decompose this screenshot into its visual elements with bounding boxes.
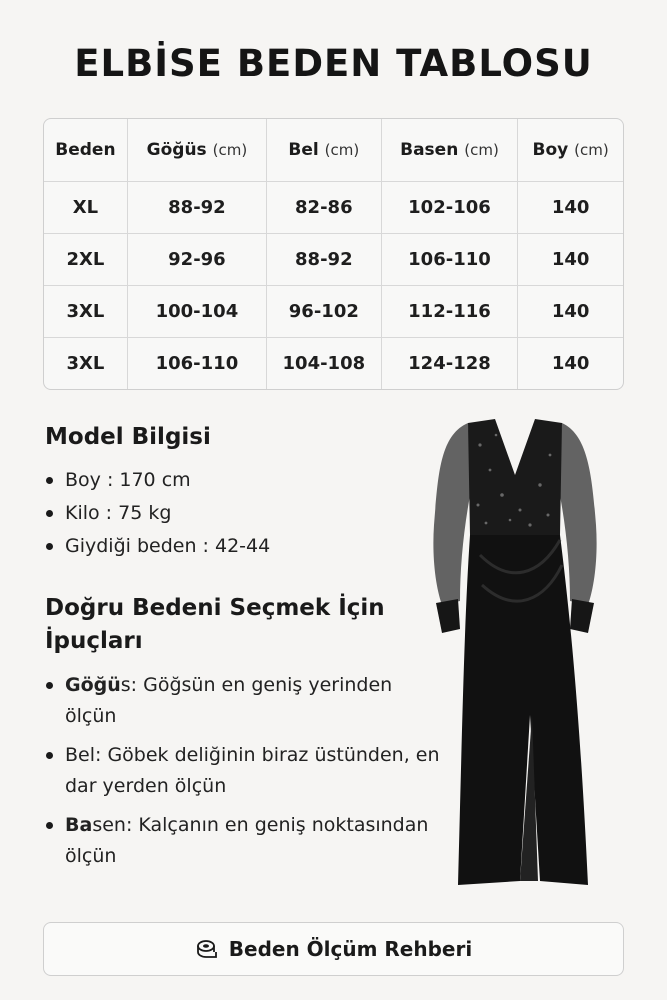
cell-waist: 96-102	[267, 286, 382, 338]
table-header-row	[44, 119, 623, 181]
cell-size: 3XL	[44, 286, 127, 338]
header-hip: Basen (cm)	[381, 119, 518, 181]
list-item: Bel: Göbek deliğinin biraz üstünden, en dar yerden ölçün	[45, 740, 445, 802]
table-row	[44, 233, 623, 285]
page-title: ELBİSE BEDEN TABLOSU	[74, 42, 593, 85]
cell-waist: 82-86	[267, 181, 382, 233]
table-row	[44, 338, 623, 389]
cell-length: 140	[518, 286, 623, 338]
cell-hip: 124-128	[381, 338, 518, 389]
list-item: Göğüs: Göğsün en geniş yerinden ölçün	[45, 670, 445, 732]
cell-chest: 100-104	[127, 286, 266, 338]
header-chest: Göğüs (cm)	[127, 119, 266, 181]
list-item: Basen: Kalçanın en geniş noktasından ölçün	[45, 810, 445, 872]
cell-length: 140	[518, 181, 623, 233]
model-info-list	[45, 464, 270, 563]
cell-length: 140	[518, 233, 623, 285]
tape-measure-icon	[195, 937, 219, 961]
cell-waist: 104-108	[267, 338, 382, 389]
tips-heading	[45, 592, 385, 658]
cell-hip: 112-116	[381, 286, 518, 338]
tips-heading-line: Doğru Bedeni Seçmek İçin	[45, 595, 385, 621]
cell-hip: 106-110	[381, 233, 518, 285]
table-row	[44, 286, 623, 338]
table-row	[44, 181, 623, 233]
cell-chest: 92-96	[127, 233, 266, 285]
tips-heading-line: İpuçları	[45, 628, 143, 654]
tips-list	[45, 670, 445, 880]
cell-size: 2XL	[44, 233, 127, 285]
size-chart-table	[43, 118, 624, 390]
header-length: Boy (cm)	[518, 119, 623, 181]
size-guide-button[interactable]	[43, 922, 624, 976]
cell-size: 3XL	[44, 338, 127, 389]
model-info-heading: Model Bilgisi	[45, 424, 211, 450]
cell-hip: 102-106	[381, 181, 518, 233]
header-size: Beden	[44, 119, 127, 181]
size-guide-label: Beden Ölçüm Rehberi	[228, 937, 473, 961]
cell-waist: 88-92	[267, 233, 382, 285]
list-item: Boy : 170 cm	[45, 464, 270, 497]
cell-chest: 106-110	[127, 338, 266, 389]
list-item: Giydiği beden : 42-44	[45, 530, 270, 563]
list-item: Kilo : 75 kg	[45, 497, 270, 530]
cell-chest: 88-92	[127, 181, 266, 233]
cell-length: 140	[551, 353, 590, 375]
cell-size: XL	[44, 181, 127, 233]
dress-image	[420, 415, 610, 895]
header-waist: Bel (cm)	[267, 119, 382, 181]
